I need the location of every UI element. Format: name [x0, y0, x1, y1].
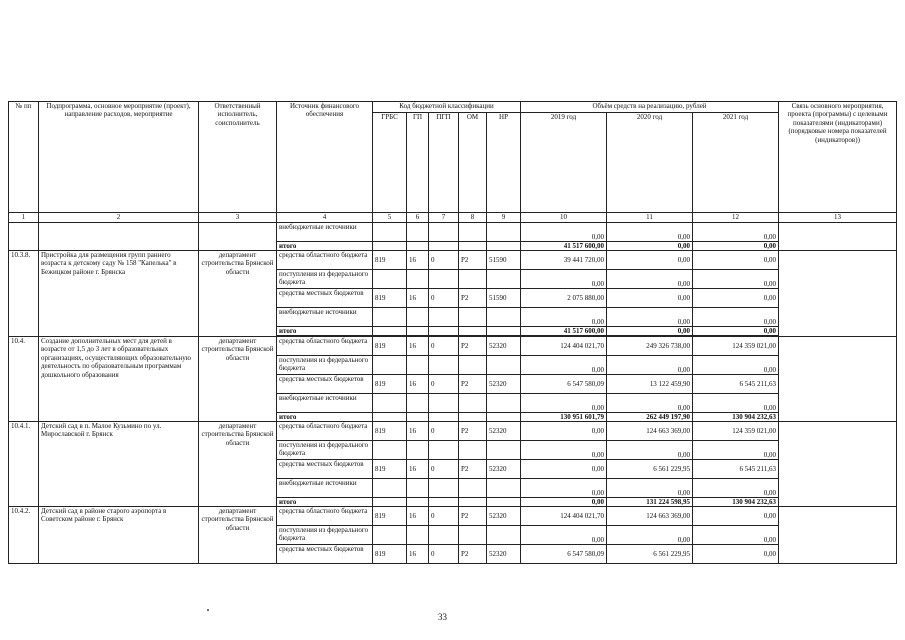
value-2019: 6 547 580,09 — [521, 545, 607, 564]
header-link: Связь основного мероприятия, проекта (программы) с целевыми показателями (индикаторами) (порядковые номера показателей (индикаторов)) — [779, 102, 897, 213]
header-program: Подпрограмма, основное мероприятие (проект), направление расходов, мероприятие — [39, 102, 199, 213]
value-2021: 130 904 232,63 — [693, 498, 779, 507]
value-2020: 0,00 — [607, 270, 693, 289]
row-executor: департамент строительства Брянской области — [199, 422, 277, 507]
code-grbs: 819 — [373, 460, 407, 479]
value-2020: 131 224 598,95 — [607, 498, 693, 507]
value-2021: 130 904 232,63 — [693, 413, 779, 422]
col-number: 13 — [779, 213, 897, 223]
row-executor: департамент строительства Брянской области — [199, 507, 277, 564]
value-2019: 6 547 580,09 — [521, 375, 607, 394]
value-2020: 13 122 459,90 — [607, 375, 693, 394]
code-nr: 52320 — [487, 460, 521, 479]
value-2021: 0,00 — [693, 507, 779, 526]
source-cell: внебюджетные источники — [277, 308, 373, 327]
row-executor: департамент строительства Брянской области — [199, 337, 277, 422]
header-code-group: Код бюджетной классификации — [373, 102, 521, 113]
col-number: 3 — [199, 213, 277, 223]
value-2019: 39 441 720,00 — [521, 251, 607, 270]
source-cell: поступления из федерального бюджета — [277, 356, 373, 375]
value-2020: 0,00 — [607, 251, 693, 270]
row-num: 10.4. — [9, 337, 39, 422]
value-2020: 0,00 — [607, 327, 693, 336]
value-2021: 6 545 211,63 — [693, 375, 779, 394]
value-2020: 124 663 369,00 — [607, 507, 693, 526]
source-cell: средства местных бюджетов — [277, 545, 373, 564]
value-2021: 0,00 — [693, 356, 779, 375]
code-om: Р2 — [459, 422, 487, 441]
code-pgp: 0 — [429, 289, 459, 308]
value-2019: 0,00 — [521, 270, 607, 289]
value-2019: 0,00 — [521, 460, 607, 479]
value-2019: 0,00 — [521, 356, 607, 375]
column-numbers-row — [9, 213, 897, 223]
row-title: Детский сад в районе старого аэропорта в Советском районе г. Брянск — [39, 507, 199, 564]
source-total: итого — [277, 413, 373, 422]
code-om: Р2 — [459, 251, 487, 270]
code-nr: 52320 — [487, 507, 521, 526]
header-source: Источник финансового обеспечения — [277, 102, 373, 213]
value-2021: 0,00 — [693, 327, 779, 336]
col-number: 8 — [459, 213, 487, 223]
code-pgp: 0 — [429, 507, 459, 526]
table-row — [9, 422, 897, 441]
col-number: 10 — [521, 213, 607, 223]
header-om: ОМ — [459, 113, 487, 213]
value-2021: 124 359 021,00 — [693, 422, 779, 441]
header-executor: Ответственный исполнитель, соисполнитель — [199, 102, 277, 213]
code-gp: 16 — [407, 507, 429, 526]
header-grbs: ГРБС — [373, 113, 407, 213]
code-grbs: 819 — [373, 375, 407, 394]
code-grbs: 819 — [373, 289, 407, 308]
row-num: 10.4.1. — [9, 422, 39, 507]
code-gp: 16 — [407, 545, 429, 564]
value-2020: 6 561 229,95 — [607, 545, 693, 564]
code-grbs: 819 — [373, 337, 407, 356]
col-number: 2 — [39, 213, 199, 223]
header-num: № пп — [9, 102, 39, 213]
value-2020: 0,00 — [607, 479, 693, 498]
value-2020: 0,00 — [607, 356, 693, 375]
source-total: итого — [277, 327, 373, 336]
value-2021: 0,00 — [693, 394, 779, 413]
value-2019: 0,00 — [521, 441, 607, 460]
value-2019: 0,00 — [521, 526, 607, 545]
code-gp: 16 — [407, 375, 429, 394]
code-om: Р2 — [459, 337, 487, 356]
code-grbs: 819 — [373, 251, 407, 270]
code-gp: 16 — [407, 289, 429, 308]
value-2020: 249 326 738,00 — [607, 337, 693, 356]
col-number: 12 — [693, 213, 779, 223]
code-om: Р2 — [459, 460, 487, 479]
code-om: Р2 — [459, 289, 487, 308]
source-cell: поступления из федерального бюджета — [277, 526, 373, 545]
row-executor: департамент строительства Брянской области — [199, 251, 277, 337]
source-total: итого — [277, 498, 373, 507]
code-grbs: 819 — [373, 507, 407, 526]
code-pgp: 0 — [429, 337, 459, 356]
table-row — [9, 337, 897, 356]
value-2019: 130 951 601,79 — [521, 413, 607, 422]
code-nr: 52320 — [487, 545, 521, 564]
header-gp: ГП — [407, 113, 429, 213]
code-gp: 16 — [407, 460, 429, 479]
row-title: Детский сад в п. Малое Кузьмино по ул. Мирославской г. Брянск — [39, 422, 199, 507]
col-number: 4 — [277, 213, 373, 223]
table-row — [9, 223, 897, 242]
value-2019: 41 517 600,00 — [521, 242, 607, 251]
source-cell: внебюджетные источники — [277, 394, 373, 413]
value-2019: 0,00 — [521, 422, 607, 441]
code-gp: 16 — [407, 337, 429, 356]
value-2021: 0,00 — [693, 251, 779, 270]
code-pgp: 0 — [429, 375, 459, 394]
value-2021: 0,00 — [693, 308, 779, 327]
code-pgp: 0 — [429, 460, 459, 479]
value-2020: 0,00 — [607, 289, 693, 308]
page-number: 33 — [438, 612, 447, 622]
scan-dot — [207, 609, 209, 611]
value-2020: 0,00 — [607, 242, 693, 251]
code-nr: 52320 — [487, 337, 521, 356]
header-2020: 2020 год — [607, 113, 693, 213]
source-cell: средства местных бюджетов — [277, 289, 373, 308]
col-number: 7 — [429, 213, 459, 223]
source-cell: внебюджетные источники — [277, 223, 373, 242]
code-pgp: 0 — [429, 251, 459, 270]
value-2020: 124 663 369,00 — [607, 422, 693, 441]
value-2021: 0,00 — [693, 223, 779, 242]
col-number: 1 — [9, 213, 39, 223]
value-2019: 0,00 — [521, 394, 607, 413]
row-title: Пристройка для размещения групп раннего возраста к детскому саду № 158 "Капелька" в Бежицком районе г. Брянска — [39, 251, 199, 337]
value-2021: 0,00 — [693, 441, 779, 460]
code-gp: 16 — [407, 422, 429, 441]
row-title: Создание дополнительных мест для детей в возрасте от 1,5 до 3 лет в образовательных организациях, осуществляющих образовательную деятельность по образовательным программам дошкольного образования — [39, 337, 199, 422]
value-2019: 124 404 021,70 — [521, 337, 607, 356]
value-2021: 0,00 — [693, 289, 779, 308]
value-2019: 0,00 — [521, 498, 607, 507]
code-om: Р2 — [459, 507, 487, 526]
value-2021: 124 359 021,00 — [693, 337, 779, 356]
header-nr: НР — [487, 113, 521, 213]
col-number: 11 — [607, 213, 693, 223]
header-pgp: ПГП — [429, 113, 459, 213]
value-2020: 6 561 229,95 — [607, 460, 693, 479]
col-number: 5 — [373, 213, 407, 223]
value-2021: 0,00 — [693, 242, 779, 251]
value-2021: 0,00 — [693, 545, 779, 564]
header-volume-group: Объём средств на реализацию, рублей — [521, 102, 779, 113]
code-nr: 51590 — [487, 251, 521, 270]
source-cell: поступления из федерального бюджета — [277, 441, 373, 460]
source-cell: средства областного бюджета — [277, 337, 373, 356]
code-nr: 51590 — [487, 289, 521, 308]
value-2021: 0,00 — [693, 270, 779, 289]
header-2019: 2019 год — [521, 113, 607, 213]
row-num: 10.4.2. — [9, 507, 39, 564]
header-2021: 2021 год — [693, 113, 779, 213]
code-pgp: 0 — [429, 422, 459, 441]
value-2020: 0,00 — [607, 308, 693, 327]
value-2020: 0,00 — [607, 394, 693, 413]
code-nr: 52320 — [487, 375, 521, 394]
value-2019: 124 404 021,70 — [521, 507, 607, 526]
source-total: итого — [277, 242, 373, 251]
code-grbs: 819 — [373, 422, 407, 441]
value-2019: 41 517 600,00 — [521, 327, 607, 336]
source-cell: поступления из федерального бюджета — [277, 270, 373, 289]
value-2021: 0,00 — [693, 526, 779, 545]
source-cell: средства местных бюджетов — [277, 460, 373, 479]
code-nr: 52320 — [487, 422, 521, 441]
code-om: Р2 — [459, 375, 487, 394]
value-2019: 0,00 — [521, 479, 607, 498]
value-2021: 0,00 — [693, 479, 779, 498]
code-om: Р2 — [459, 545, 487, 564]
header-row — [9, 102, 897, 113]
value-2019: 2 075 880,00 — [521, 289, 607, 308]
value-2021: 6 545 211,63 — [693, 460, 779, 479]
value-2020: 0,00 — [607, 223, 693, 242]
value-2019: 0,00 — [521, 308, 607, 327]
table-row — [9, 507, 897, 526]
row-num: 10.3.8. — [9, 251, 39, 337]
col-number: 9 — [487, 213, 521, 223]
col-number: 6 — [407, 213, 429, 223]
value-2020: 262 449 197,90 — [607, 413, 693, 422]
source-cell: средства областного бюджета — [277, 251, 373, 270]
budget-table — [8, 101, 897, 564]
source-cell: средства областного бюджета — [277, 507, 373, 526]
source-cell: средства местных бюджетов — [277, 375, 373, 394]
source-cell: внебюджетные источники — [277, 479, 373, 498]
code-pgp: 0 — [429, 545, 459, 564]
source-cell: средства областного бюджета — [277, 422, 373, 441]
table-row — [9, 251, 897, 270]
code-grbs: 819 — [373, 545, 407, 564]
value-2020: 0,00 — [607, 441, 693, 460]
value-2019: 0,00 — [521, 223, 607, 242]
code-gp: 16 — [407, 251, 429, 270]
value-2020: 0,00 — [607, 526, 693, 545]
